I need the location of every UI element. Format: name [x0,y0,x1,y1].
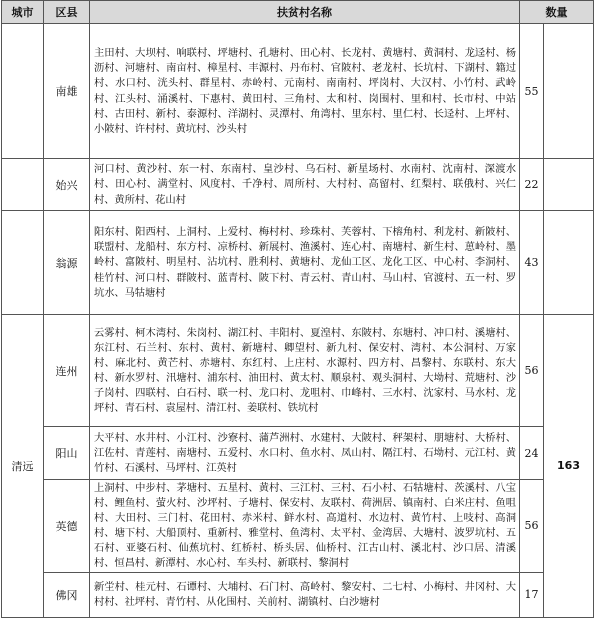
county-cell: 始兴 [44,159,90,211]
table-row [2,427,594,480]
header-villages: 扶贫村名称 [90,1,520,24]
total-cell: 163 [544,315,594,618]
poverty-village-table [1,0,594,618]
header-row [2,1,594,24]
villages-cell: 主田村、大坝村、响联村、坪塘村、孔塘村、田心村、长龙村、黄塘村、黄洞村、龙迳村、杨沥村、河塘村、南亩村、樟星村、丰源村、丹布村、官陂村、老龙村、长坑村、下湖村、籍过村、水口村、洸头村、群星村、赤岭村、元南村、南南村、坪岗村、大汉村、小竹村、武岭村、江头村、涌溪村、下惠村、黄田村、三角村、太和村、岗围村、里和村、长市村、中站村、古田村、新村、泰源村、洋湖村、灵潭村、角湾村、里东村、里仁村、长迳村、上坪村、小陂村、许村村、黄坑村、沙头村 [90,24,520,159]
count-cell: 55 [520,24,544,159]
villages-cell: 新坣村、桂元村、石谭村、大埔村、石门村、高岭村、黎安村、二七村、小梅村、井冈村、大村村、社坪村、青竹村、从化围村、关前村、湖镇村、白沙塘村 [90,572,520,617]
city-cell-empty [2,24,44,159]
villages-cell: 阳东村、阳西村、上洞村、上爱村、梅村村、珍珠村、芙蓉村、下榕角村、利龙村、新陂村、联盟村、龙船村、东方村、凉桥村、新展村、渔溪村、连心村、南塘村、新生村、葸岭村、墨岭村、富陂村、明星村、沾坑村、胜利村、黄塘村、龙仙工区、龙化工区、中心村、李洞村、桂竹村、河口村、群陂村、蓝青村、陂下村、青云村、青山村、马山村、官渡村、五一村、罗坑水、马牯塘村 [90,211,520,315]
county-cell: 连州 [44,315,90,427]
total-cell-empty [544,24,594,159]
table-row [2,24,594,159]
count-cell: 22 [520,159,544,211]
table-row [2,211,594,315]
county-cell: 阳山 [44,427,90,480]
table-row [2,159,594,211]
count-cell: 17 [520,572,544,617]
table-row [2,315,594,427]
villages-cell: 云雾村、柯木湾村、朱岗村、湖江村、丰阳村、夏湟村、东陂村、东塘村、冲口村、溪塘村、东江村、石兰村、东村、黄村、新塘村、卿望村、新九村、保安村、湾村、本公洞村、万家村、麻北村、黄芒村、赤塘村、东红村、上庄村、水源村、四方村、昌黎村、东联村、东大村、新水罗村、汛塘村、浦东村、油田村、黄太村、顺泉村、观头洞村、大坳村、荒塘村、沙子岗村、四联村、白石村、联一村、龙口村、龙咀村、巾峰村、三水村、沈家村、马水村、龙坪村、青石村、袁屋村、清江村、姜联村、铁坑村 [90,315,520,427]
villages-cell: 河口村、黄沙村、东一村、东南村、皇沙村、乌石村、新星场村、水南村、沈南村、深渡水村、田心村、满堂村、风度村、千净村、周所村、大村村、高留村、红梨村、联俄村、兴仁村、黄所村、花山村 [90,159,520,211]
total-cell-empty [544,159,594,211]
city-cell: 清远 [2,315,44,618]
count-cell: 56 [520,480,544,573]
county-cell: 佛冈 [44,572,90,617]
count-cell: 56 [520,315,544,427]
city-cell-empty [2,211,44,315]
table-row [2,572,594,617]
header-county: 区县 [44,1,90,24]
header-count: 数量 [520,1,594,24]
villages-cell: 大平村、水井村、小江村、沙寮村、蒲芦洲村、水建村、大陂村、秤架村、朋塘村、大桥村、江佐村、青莲村、南塘村、五爱村、水口村、鱼水村、凤山村、隔江村、石坳村、元江村、黄竹村、石溪村、马坪村、江英村 [90,427,520,480]
count-cell: 43 [520,211,544,315]
total-cell-empty [544,211,594,315]
count-cell: 24 [520,427,544,480]
city-cell-empty [2,159,44,211]
table-row [2,480,594,573]
header-city: 城市 [2,1,44,24]
villages-cell: 上洞村、中步村、茅塘村、五星村、黄村、三江村、三村、石小村、石牯塘村、茨溪村、八宝村、鲤鱼村、萤火村、沙坪村、子塘村、保安村、友联村、荷洲居、镇南村、白米庄村、鱼咀村、大田村、三门村、花田村、赤米村、鲜水村、高道村、水边村、黄竹村、上吱村、高洞村、塘下村、大船顶村、重新村、雅堂村、鱼湾村、太平村、金湾居、大塘村、波罗坑村、五石村、亚婆石村、仙蕉坑村、红桥村、桥头居、仙桥村、江古山村、溪北村、沙口居、清溪村、恒昌村、新潭村、水心村、车头村、新联村、黎洞村 [90,480,520,573]
county-cell: 英德 [44,480,90,573]
county-cell: 南雄 [44,24,90,159]
county-cell: 翁源 [44,211,90,315]
